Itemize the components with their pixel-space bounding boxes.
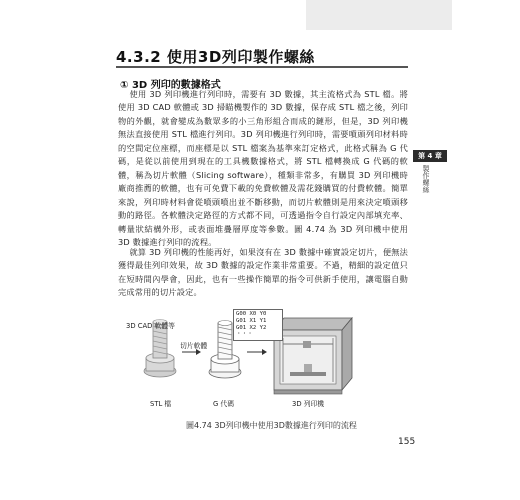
paragraph-1-text: 使用 3D 列印機進行列印時，需要有 3D 數據，其主流格式為 STL 檔。將使用 3D CAD 軟體或 3D 掃瞄機製作的 3D 數據，保存成 STL 檔之後，列印物的外觀，就會變成為數眾多的小三角形組合而成的鏈形，但是，3D 列印機無法直接使用 STL 檔進行列印。3D 列印機進行列印時，需要噴頭列印材料時的空間定位座標，而座標是以 STL 檔案為基準來訂定格式，此格式稱為 G 代碼，是從以前使用到現在的工具機數據格式，將 STL 檔轉換成 G 代碼的軟體，稱為切片軟體（Slicing software），種類非常多，有購買 3D 列印機時廠商推薦的軟體，也有可免費下載的免費軟體及需花錢購買的付費軟體。簡單來說，列印時材料會從噴頭噴出並不斷移動，而切片軟體則是用來決定噴頭移動的路徑。各軟體決定路徑的方式都不同，可透過指令自行設定內部填充率、轉量狀結構外形，或表面堆疊層厚度等參數。圖 4.74 為 3D 列印機中使用 3D 數據進行列印的流程。 xyxy=(118,89,408,247)
stl-file-label: STL 檔 xyxy=(150,400,172,408)
gcode-sample-box xyxy=(233,309,283,341)
gcode-line: G00 X0 Y0 xyxy=(236,311,267,317)
figure-caption: 圖4.74 3D列印機中使用3D數據進行列印的流程 xyxy=(186,421,357,430)
gcode-line: ・・・ xyxy=(236,331,253,338)
cad-software-label: 3D CAD 軟體等 xyxy=(126,322,175,330)
subsection-title: ① 3D 列印的數據格式 xyxy=(120,80,221,91)
chapter-name: 製作螺絲 xyxy=(422,165,430,193)
arrow-2-icon xyxy=(247,349,267,355)
gcode-line: G01 X1 Y1 xyxy=(236,317,267,324)
gcode-line: G01 X2 Y2 xyxy=(236,324,267,331)
gcode-label: G 代碼 xyxy=(213,400,235,408)
section-title: 4.3.2 使用3D列印製作螺絲 xyxy=(116,48,315,66)
printer-label: 3D 列印機 xyxy=(292,400,325,408)
paragraph-2-text: 就算 3D 列印機的性能再好，如果沒有在 3D 數據中確實設定切片，便無法獲得最佳列印效果，故 3D 數據的設定作業非常重要。不過，精細的設定值只在短時間內學會，因此，也有一些操作簡單的指令可供新手使用，讓電腦自動完成常用的切片設定。 xyxy=(118,247,408,298)
printer-3d-icon xyxy=(274,318,352,394)
chapter-tab: 第 4 章 xyxy=(413,150,447,162)
page-number: 155 xyxy=(398,437,416,447)
slicer-software-label: 切片軟體 xyxy=(180,342,208,350)
